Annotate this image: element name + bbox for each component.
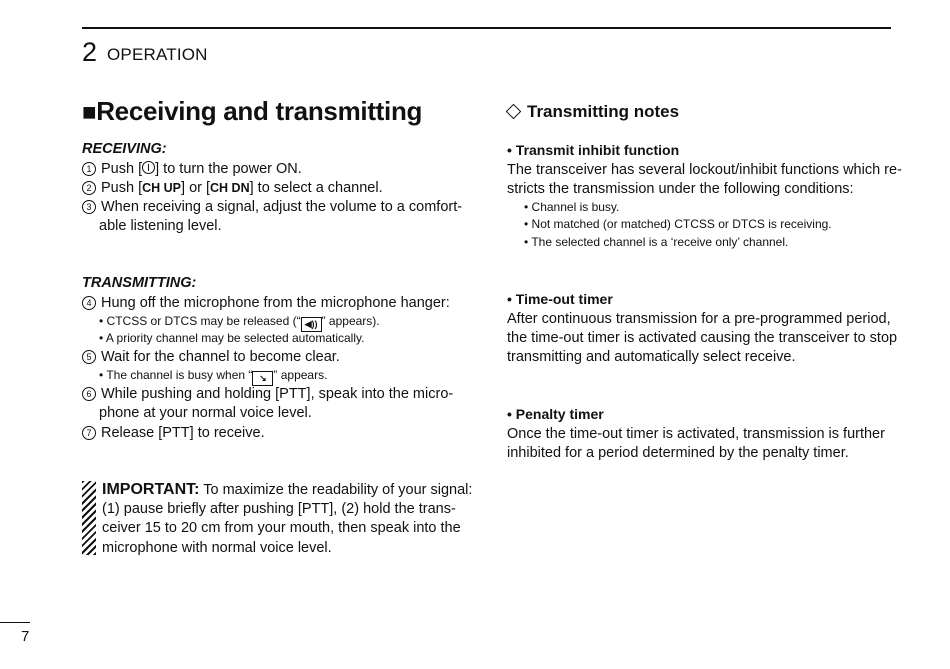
ch-dn-key: CH DN	[210, 181, 250, 195]
important-line-4: microphone with normal voice level.	[102, 540, 332, 556]
inhibit-bullet-3: • The selected channel is a ‘receive only’ channel.	[524, 235, 789, 249]
top-rule	[82, 27, 891, 29]
transmitting-heading: TRANSMITTING:	[82, 275, 197, 291]
square-bullet-icon: ■	[82, 99, 97, 126]
step-number: 5	[82, 350, 96, 364]
receiving-heading: RECEIVING:	[82, 141, 167, 157]
step-number: 6	[82, 387, 96, 401]
important-line-2: (1) pause briefly after pushing [PTT], (2) hold the trans-	[102, 501, 456, 517]
inhibit-bullet-1: • Channel is busy.	[524, 200, 620, 214]
receiving-step-1: 1 Push [ ] to turn the power ON.	[82, 160, 302, 178]
busy-icon: ↘	[252, 371, 273, 386]
important-line-1: IMPORTANT: To maximize the readability of your signal:	[102, 481, 473, 498]
timeout-line-1: After continuous transmission for a pre-programmed period,	[507, 311, 891, 327]
transmitting-step-6: 6 While pushing and holding [PTT], speak into the micro-	[82, 385, 453, 403]
penalty-line-1: Once the time-out timer is activated, transmission is further	[507, 426, 885, 442]
section-title-text: Receiving and transmitting	[96, 96, 423, 126]
important-line-3: ceiver 15 to 20 cm from your mouth, then speak into the	[102, 520, 461, 536]
step-number: 2	[82, 181, 96, 195]
transmitting-step-6-cont: phone at your normal voice level.	[99, 405, 312, 421]
inhibit-bullet-2: • Not matched (or matched) CTCSS or DTCS is receiving.	[524, 217, 832, 231]
diamond-icon	[506, 104, 522, 120]
timeout-line-3: transmitting and automatically select receive.	[507, 349, 796, 365]
step-4-note-2: • A priority channel may be selected automatically.	[99, 331, 365, 345]
power-icon	[142, 161, 155, 174]
chapter-title: OPERATION	[107, 45, 208, 64]
transmitting-step-4: 4 Hung off the microphone from the microphone hanger:	[82, 294, 450, 312]
inhibit-line-2: stricts the transmission under the following conditions:	[507, 181, 854, 197]
inhibit-line-1: The transceiver has several lockout/inhibit functions which re-	[507, 162, 902, 178]
transmitting-notes-heading: Transmitting notes	[505, 102, 679, 122]
step-number: 7	[82, 426, 96, 440]
receiving-step-3: 3 When receiving a signal, adjust the volume to a comfort-	[82, 198, 462, 216]
inhibit-title: • Transmit inhibit function	[507, 142, 680, 158]
transmitting-step-5: 5 Wait for the channel to become clear.	[82, 348, 340, 366]
page-number: 7	[21, 628, 30, 645]
step-number: 1	[82, 162, 96, 176]
section-title	[82, 96, 422, 127]
step-number: 3	[82, 200, 96, 214]
ch-up-key: CH UP	[142, 181, 182, 195]
speaker-icon: ◀))	[301, 317, 322, 332]
chapter-number: 2	[82, 37, 98, 67]
receiving-step-3-cont: able listening level.	[99, 218, 222, 234]
page-number-rule	[0, 622, 30, 623]
penalty-line-2: inhibited for a period determined by the penalty timer.	[507, 445, 849, 461]
step-4-note-1: • CTCSS or DTCS may be released (“ ◀)) ” appears).	[99, 314, 380, 332]
receiving-step-2: 2 Push [CH UP] or [CH DN] to select a channel.	[82, 179, 383, 197]
important-hatch-icon	[82, 481, 96, 555]
step-number: 4	[82, 296, 96, 310]
penalty-title: • Penalty timer	[507, 406, 604, 422]
important-label: IMPORTANT:	[102, 481, 200, 498]
transmitting-step-7: 7 Release [PTT] to receive.	[82, 424, 265, 442]
timeout-line-2: the time-out timer is activated causing the transceiver to stop	[507, 330, 898, 346]
timeout-title: • Time-out timer	[507, 291, 613, 307]
step-5-note: • The channel is busy when “ ↘ ” appears.	[99, 368, 327, 386]
